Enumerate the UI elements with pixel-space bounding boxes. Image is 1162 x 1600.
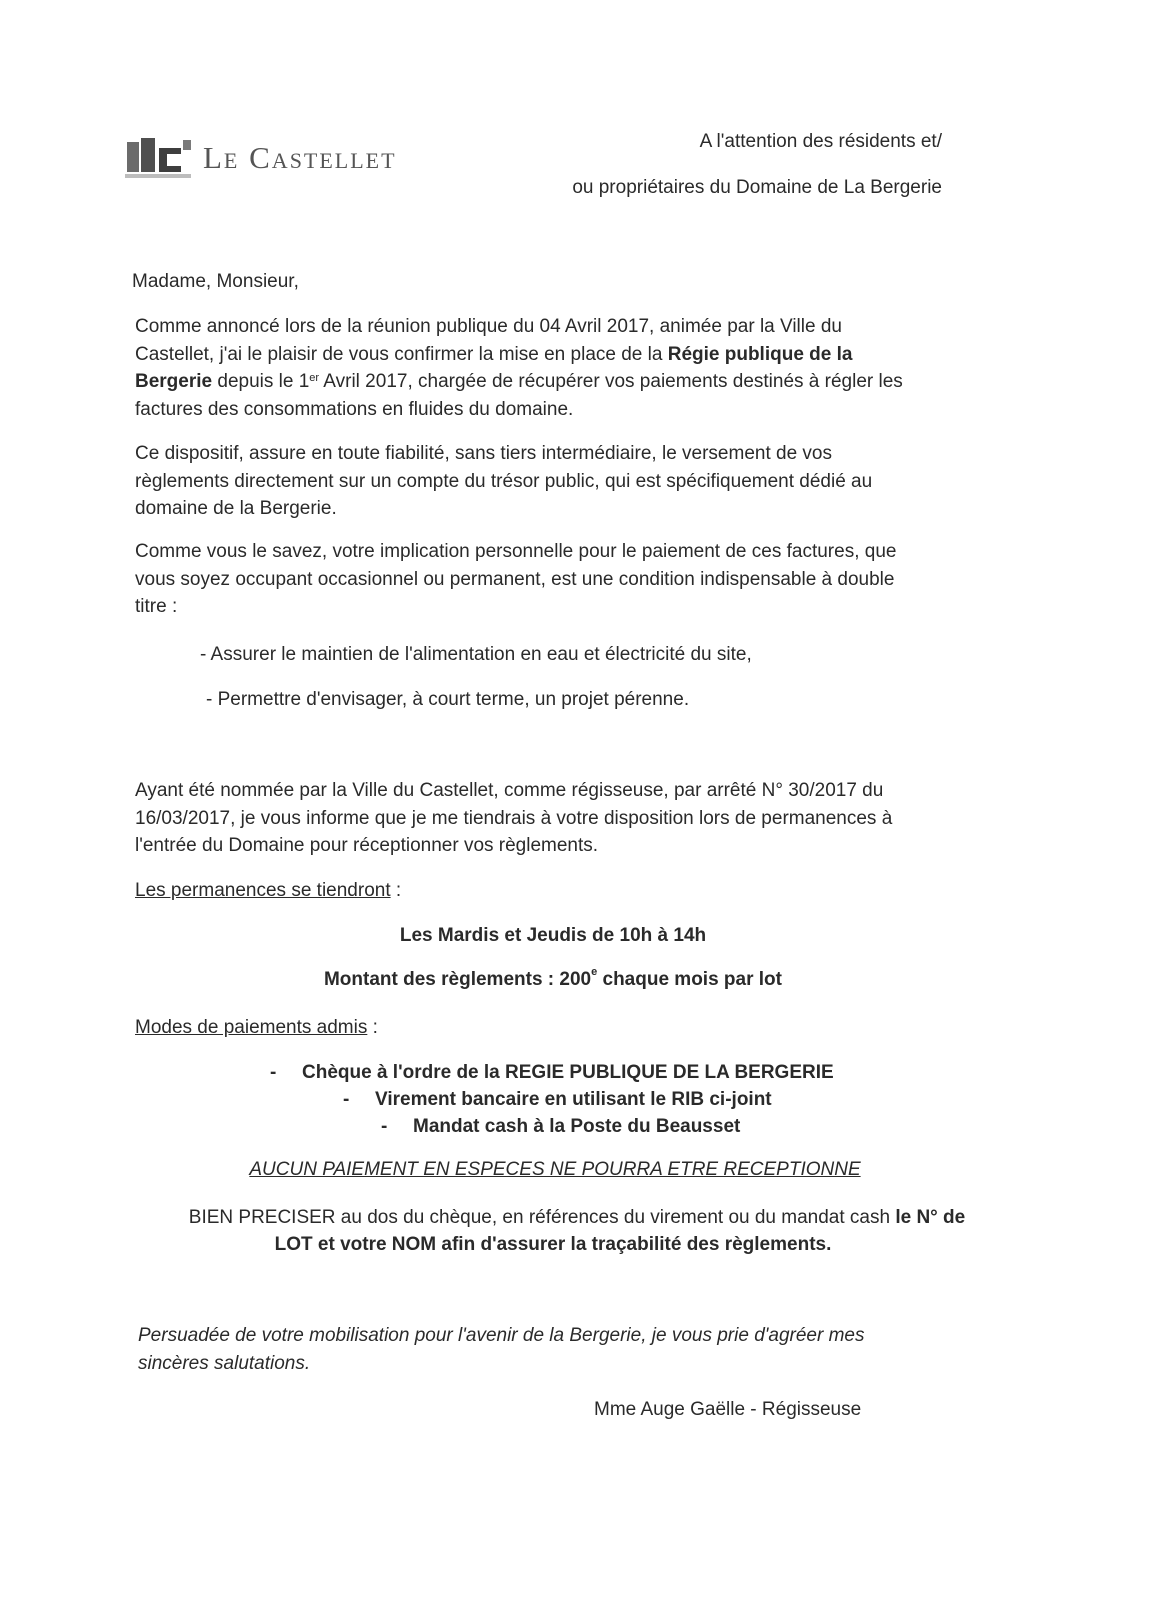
payment-mode-text: Virement bancaire en utilisant le RIB ci-joint: [375, 1089, 772, 1110]
p3-line: Comme vous le savez, votre implication personnelle pour le paiement de ces factures, que: [135, 541, 897, 562]
amount-text: Montant des règlements : 200: [323, 969, 592, 990]
p1-line2-bold: Régie publique de la: [667, 343, 853, 365]
payment-mode-item: [343, 1086, 772, 1113]
p1-line3-text: depuis le 1: [212, 371, 310, 392]
permanences-colon: :: [390, 880, 402, 901]
p3-line: titre :: [135, 596, 178, 617]
reference-instruction-line1: [0, 1207, 1158, 1229]
paragraph-4: [135, 777, 975, 860]
closing-line: Persuadée de votre mobilisation pour l'avenir de la Bergerie, je vous prie d'agréer mes: [138, 1325, 865, 1346]
schedule: Les Mardis et Jeudis de 10h à 14h: [399, 925, 707, 946]
permanences-heading: [135, 877, 401, 904]
p1-line2: [135, 341, 975, 369]
list-dash: -: [343, 1089, 350, 1110]
signature: Mme Auge Gaëlle - Régisseuse: [594, 1399, 862, 1420]
town-crest-icon: [125, 136, 195, 180]
payment-amount: [0, 966, 1134, 991]
paragraph-2: [135, 440, 975, 523]
greeting: Madame, Monsieur,: [132, 271, 299, 292]
p4-line: 16/03/2017, je vous informe que je me tiendrais à votre disposition lors de permanences à: [135, 807, 893, 829]
p3-line: vous soyez occupant occasionnel ou permanent, est une condition indispensable à double: [135, 568, 895, 590]
precise-bold: le N° de: [895, 1207, 966, 1228]
payment-mode-text: Mandat cash à la Poste du Beausset: [413, 1116, 741, 1137]
p4-line: l'entrée du Domaine pour réceptionner vos règlements.: [135, 835, 599, 856]
reference-instruction-line2: LOT et votre NOM afin d'assurer la traçabilité des règlements.: [274, 1234, 832, 1255]
p1-line3: [135, 368, 975, 396]
precise-text: BIEN PRECISER au dos du chèque, en références du virement ou du mandat cash: [188, 1207, 896, 1228]
p1-line3-bold: Bergerie: [135, 371, 213, 392]
p1-line1: Comme annoncé lors de la réunion publique du 04 Avril 2017, animée par la Ville du: [135, 316, 842, 337]
p2-line: domaine de la Bergerie.: [135, 498, 337, 519]
p2-line: règlements directement sur un compte du trésor public, qui est spécifiquement dédié au: [135, 470, 873, 492]
permanences-label: Les permanences se tiendront: [135, 880, 391, 901]
amount-text-2: chaque mois par lot: [597, 969, 782, 990]
p1-line2-text: Castellet, j'ai le plaisir de vous confirmer la mise en place de la: [135, 343, 668, 365]
le-castellet-logo: [125, 128, 405, 208]
logo-text: Le Castellet: [203, 140, 397, 175]
p1-line3-sup: er: [309, 372, 320, 384]
p2-line: Ce dispositif, assure en toute fiabilité, sans tiers intermédiaire, le versement de vos: [135, 443, 832, 464]
payment-mode-item: [270, 1059, 834, 1086]
list-dash: -: [381, 1116, 388, 1137]
closing-line: sincères salutations.: [138, 1352, 311, 1374]
bullet-item: - Permettre d'envisager, à court terme, un projet pérenne.: [206, 689, 690, 710]
no-cash-notice: AUCUN PAIEMENT EN ESPECES NE POURRA ETRE RECEPTIONNE: [249, 1159, 861, 1180]
amount-sup: e: [591, 966, 598, 978]
list-dash: -: [270, 1062, 277, 1083]
bullet-item: - Assurer le maintien de l'alimentation en eau et électricité du site,: [200, 644, 752, 665]
payment-mode-item: [381, 1113, 740, 1140]
modes-colon: :: [367, 1017, 378, 1038]
address-line-1: A l'attention des résidents et/: [699, 131, 942, 152]
closing-paragraph: [138, 1322, 978, 1377]
address-line-2: ou propriétaires du Domaine de La Bergerie: [572, 177, 942, 198]
modes-label: Modes de paiements admis: [135, 1017, 368, 1038]
payment-mode-text: Chèque à l'ordre de la REGIE PUBLIQUE DE LA BERGERIE: [302, 1062, 834, 1083]
paragraph-3: [135, 538, 975, 621]
p4-line: Ayant été nommée par la Ville du Castellet, comme régisseuse, par arrêté N° 30/2017 du: [135, 780, 884, 801]
p1-line4: factures des consommations en fluides du domaine.: [135, 398, 574, 420]
p1-line3-text-2: Avril 2017, chargée de récupérer vos paiements destinés à régler les: [319, 371, 903, 392]
modes-heading: [135, 1014, 378, 1041]
paragraph-1: [135, 313, 975, 423]
